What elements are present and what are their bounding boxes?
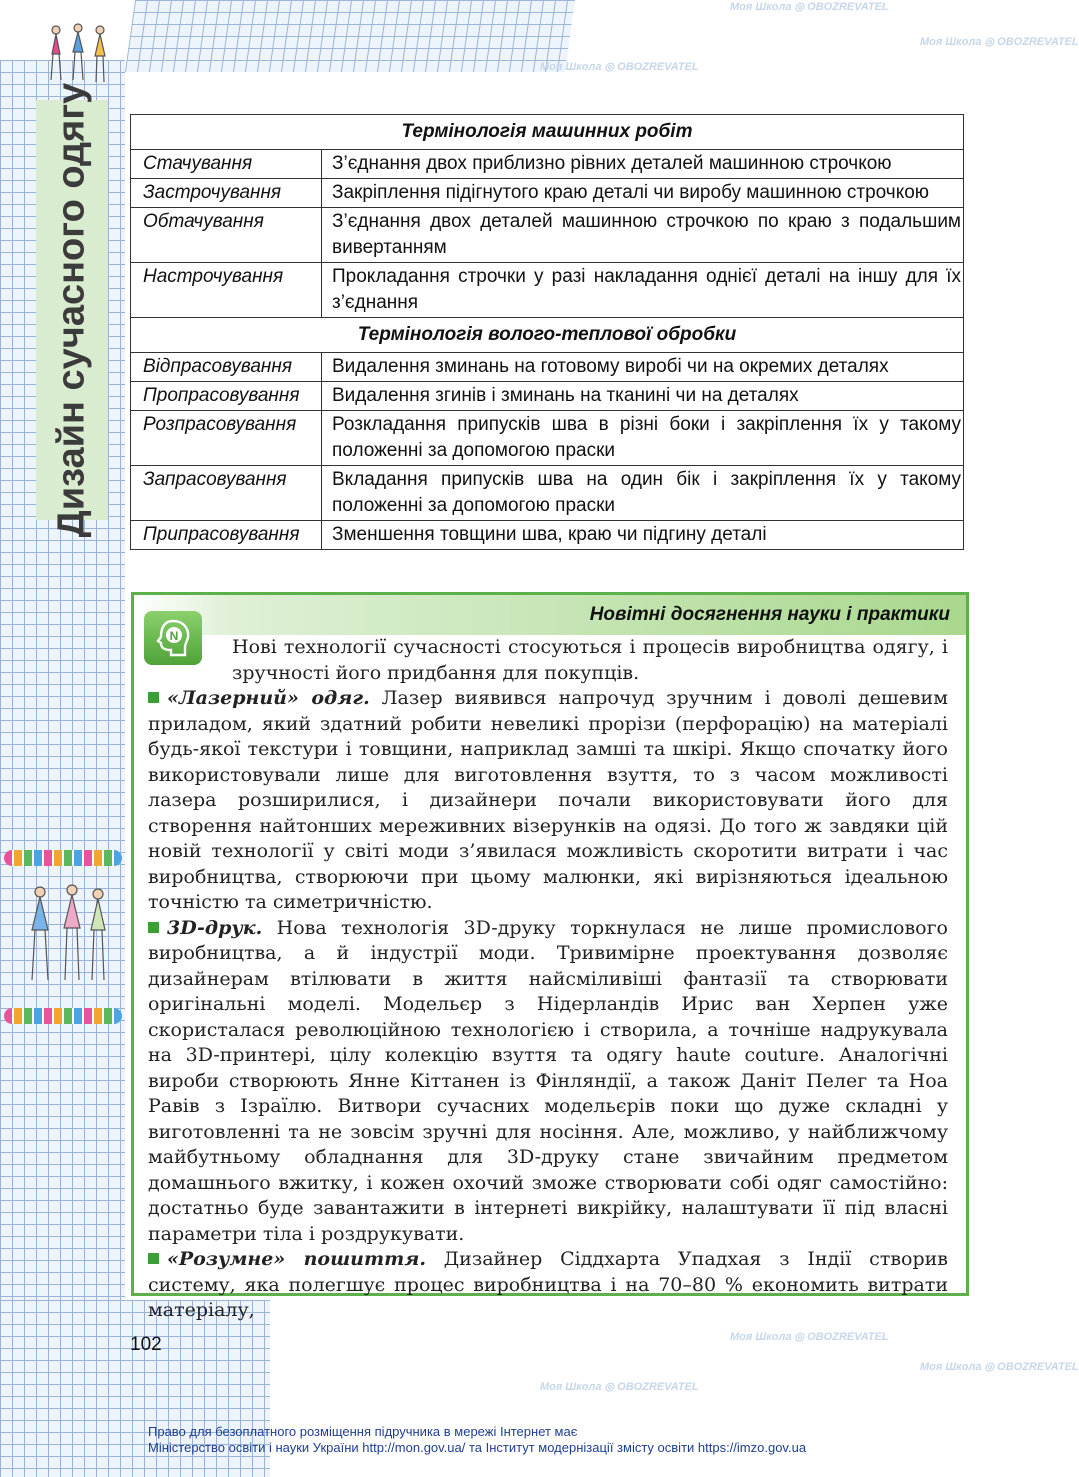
table-section-header — [131, 115, 964, 150]
term-cell: Припрасовування — [131, 521, 322, 550]
watermark: Моя Школа ◎ OBOZREVATEL — [730, 1, 889, 13]
bullet-square-icon — [148, 1253, 159, 1264]
term-cell: Настрочування — [131, 263, 322, 318]
definition-cell: З’єднання двох деталей машинною строчкою по краю з подальшим вивертанням — [322, 208, 964, 263]
footer-notice — [148, 1424, 806, 1456]
fashion-figures-icon — [42, 20, 122, 90]
fashion-figures-icon — [20, 880, 110, 990]
paragraph-lead: «Лазерний» одяг. — [167, 687, 370, 709]
table-row — [131, 521, 964, 550]
definition-cell: Вкладання припусків шва на один бік і закріплення їх у такому положенні за допомогою праски — [322, 466, 964, 521]
table-row — [131, 208, 964, 263]
box-title: Новітні досягнення науки і практики — [589, 604, 950, 625]
term-cell: Запрасовування — [131, 466, 322, 521]
definition-cell: Видалення зминань на готовому виробі чи на окремих деталях — [322, 353, 964, 382]
bullet-square-icon — [148, 922, 159, 933]
section-title: Термінологія волого-теплової обробки — [131, 318, 964, 353]
watermark: Моя Школа ◎ OBOZREVATEL — [540, 61, 699, 73]
watermark: Моя Школа ◎ OBOZREVATEL — [540, 1381, 699, 1393]
terminology-table — [130, 114, 964, 550]
term-cell: Розпрасовування — [131, 411, 322, 466]
rings-decoration — [4, 1008, 122, 1024]
definition-cell: З’єднання двох приблизно рівних деталей машинною строчкою — [322, 150, 964, 179]
paragraph-laser — [148, 686, 948, 916]
section-title: Термінологія машинних робіт — [131, 115, 964, 150]
term-cell: Застрочування — [131, 179, 322, 208]
term-cell: Пропрасовування — [131, 382, 322, 411]
footer-line: Міністерство освіти і науки України http://mon.gov.ua/ та Інститут модернізації змісту освіти https://imzo.gov.ua — [148, 1440, 807, 1455]
table-row — [131, 353, 964, 382]
svg-text:N: N — [169, 629, 179, 643]
bullet-square-icon — [148, 692, 159, 703]
table-row — [131, 179, 964, 208]
paragraph-lead: 3D-друк. — [167, 916, 263, 939]
table-row — [131, 382, 964, 411]
grid-decoration-top — [125, 0, 575, 72]
definition-cell: Зменшення товщини шва, краю чи підгину деталі — [322, 521, 964, 550]
watermark: Моя Школа ◎ OBOZREVATEL — [920, 1361, 1079, 1373]
page-number: 102 — [130, 1334, 162, 1355]
paragraph-text: Дизайнер Сіддхарта Упадхая з Індії створив систему, яка полегшує процес виробництва і на 70–80 % економить витрати матеріалу, — [148, 1248, 948, 1321]
innovations-box — [131, 592, 969, 1321]
paragraph-3d-print — [148, 916, 948, 1248]
box-body — [148, 635, 948, 1324]
paragraph-text: Лазер виявився напрочуд зручним і доволі дешевим приладом, який здатний робити невеликі прорізи (перфорацію) на матеріалі будь-якої текстури і товщини, наприклад замші та шкірі. Якщо спочатку його використовували лише для виготовлення взуття, то з часом можливості лазера розширилися, і дизайнери почали використовувати його для створення найтонших мереживних візерунків на одязі. До того ж завдяки цій новій технології у світі моди з’явилася можливість скоротити витрати і час виробництва, створюючи при цьому малюнки, які вирізняються ідеальною точністю та симетричністю. — [148, 687, 948, 913]
definition-cell: Закріплення підігнутого краю деталі чи виробу машинною строчкою — [322, 179, 964, 208]
table-row — [131, 466, 964, 521]
term-cell: Відпрасовування — [131, 353, 322, 382]
watermark: Моя Школа ◎ OBOZREVATEL — [920, 36, 1079, 48]
watermark: Моя Школа ◎ OBOZREVATEL — [730, 1331, 889, 1343]
definition-cell: Прокладання строчки у разі накладання однієї деталі на іншу для їх з’єднання — [322, 263, 964, 318]
definition-cell: Розкладання припусків шва в різні боки і закріплення їх у такому положенні за допомогою праски — [322, 411, 964, 466]
paragraph-text: Нова технологія 3D-друку торкнулася не лише промислового виробництва, а й індустрії моди. Тривимірне проектування дозволяє дизайнерам втілювати в життя найсміливіші фантазії та створювати оригінальні моделі. Модельєр з Нідерландів Ирис ван Херпен уже скористалася революційною технологією і створила, а точніше надрукувала на 3D-принтері, цілу колекцію взуття та одягу haute couture. Аналогічні вироби створюють Янне Кіттанен із Фінляндії, а також Даніт Пелег та Ноа Равів з Ізраїлю. Витвори сучасних модельєрів поки що дуже складні у виготовленні та не зовсім зручні для носіння. Але, можливо, у найближчому майбутньому обладнання для 3D-друку стане звичайним предметом домашнього вжитку, і кожен охочий зможе створювати собі одяг самостійно: достатньо буде завантажити в інтернеті викрійку, налаштувати її під власні параметри тіла і роздрукувати. — [148, 916, 948, 1245]
box-header — [134, 595, 966, 635]
term-cell: Стачування — [131, 150, 322, 179]
paragraph-smart-sewing — [148, 1247, 948, 1324]
intro-paragraph: Нові технології сучасності стосуються і процесів виробництва одягу, і зручності його придбання для покупців. — [232, 636, 948, 684]
footer-line: Право для безоплатного розміщення підручника в мережі Інтернет має — [148, 1424, 578, 1439]
term-cell: Обтачування — [131, 208, 322, 263]
definition-cell: Видалення згинів і зминань на тканині чи на деталях — [322, 382, 964, 411]
table-row — [131, 150, 964, 179]
table-section-header — [131, 318, 964, 353]
side-chapter-title: Дизайн сучасного одягу — [50, 82, 93, 538]
paragraph-lead: «Розумне» пошиття. — [167, 1248, 426, 1270]
rings-decoration — [4, 850, 122, 866]
table-row — [131, 411, 964, 466]
table-row — [131, 263, 964, 318]
